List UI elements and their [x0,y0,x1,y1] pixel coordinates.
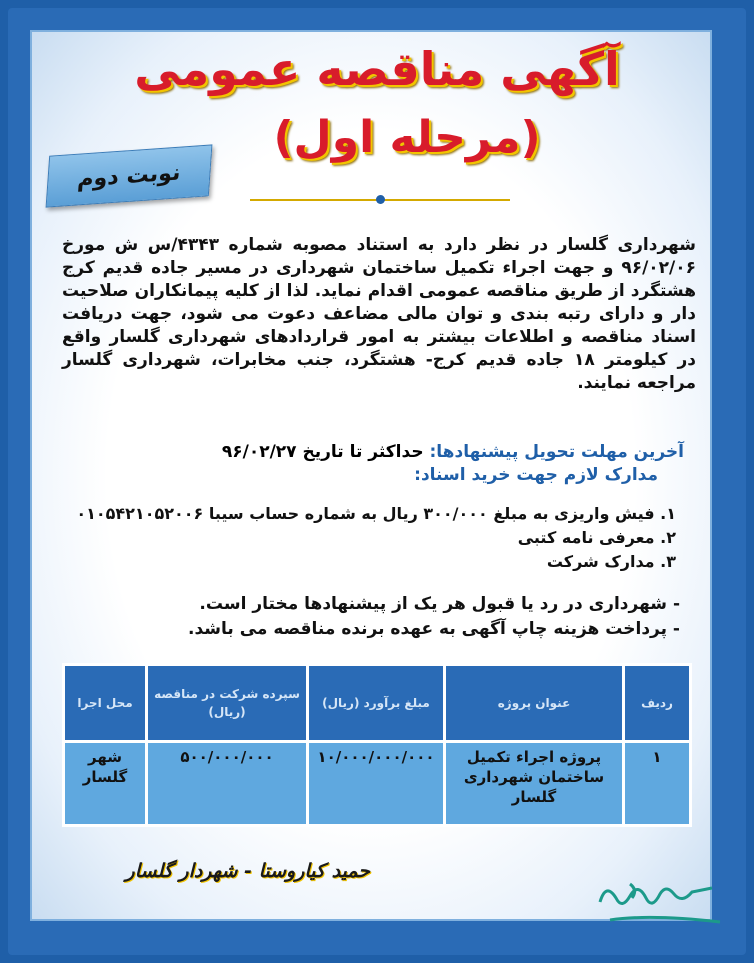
list-item: ۲. معرفی نامه کتبی [517,528,676,547]
table-cell: ۱ [624,742,691,826]
table-header: عنوان پروژه [445,665,624,742]
deadline-value: حداکثر تا تاریخ ۹۶/۰۲/۲۷ [221,442,424,462]
table-header: مبلغ برآورد (ریال) [308,665,445,742]
round-badge: نوبت دوم [46,144,213,207]
divider-dot-icon [376,195,385,204]
handwritten-mark-icon [590,872,730,942]
table-header-row [64,665,691,742]
list-item: ۳. مدارک شرکت [546,552,676,571]
notice-title: آگهی مناقصه عمومی [134,42,620,96]
notice-body: شهرداری گلسار در نظر دارد به استناد مصوبه شماره ۴۳۴۳/س ش مورخ ۹۶/۰۲/۰۶ و جهت اجراء تکمیل ساختمان شهرداری در مسیر جاده قدیم کرج هشتگرد از طریق مناقصه عمومی اقدام نماید. لذا از کلیه پیمانکاران صلاحیت دار و دارای رتبه بندی و توان مالی مضاعف دعوت می شود، جهت دریافت اسناد مناقصه و اطلاعات بیشتر به امور قراردادهای شهرداری گلسار واقع در کیلومتر ۱۸ جاده قدیم کرج- هشتگرد، جنب مخابرات، شهرداری گلسار مراجعه نمایند. [62,235,697,393]
signature: حمید کیاروستا - شهردار گلسار [125,860,370,882]
notice-subtitle: (مرحله اول) [273,112,541,163]
table-header: ردیف [624,665,691,742]
table-header: سپرده شرکت در مناقصه (ریال) [147,665,308,742]
note-item: - شهرداری در رد یا قبول هر یک از پیشنهادها مختار است. [199,594,680,614]
docs-list [58,502,676,574]
note-item: - پرداخت هزینه چاپ آگهی به عهده برنده مناقصه می باشد. [188,619,680,639]
deadline-line [62,440,684,464]
table-cell: ۵۰۰/۰۰۰/۰۰۰ [147,742,308,826]
docs-heading: مدارک لازم جهت خرید اسناد: [414,465,658,485]
tender-table [62,663,692,827]
deadline-label: آخرین مهلت تحویل پیشنهادها: [429,442,684,462]
table-cell: ۱۰/۰۰۰/۰۰۰/۰۰۰ [308,742,445,826]
list-item: ۱. فیش واریزی به مبلغ ۳۰۰/۰۰۰ ریال به شماره حساب سیبا ۰۱۰۵۴۲۱۰۵۲۰۰۶ [76,504,676,523]
table-cell: شهر گلسار [64,742,147,826]
notes-list [58,592,680,642]
table-cell: پروژه اجراء تکمیل ساختمان شهرداری گلسار [445,742,624,826]
table-header: محل اجرا [64,665,147,742]
table-row [64,742,691,826]
